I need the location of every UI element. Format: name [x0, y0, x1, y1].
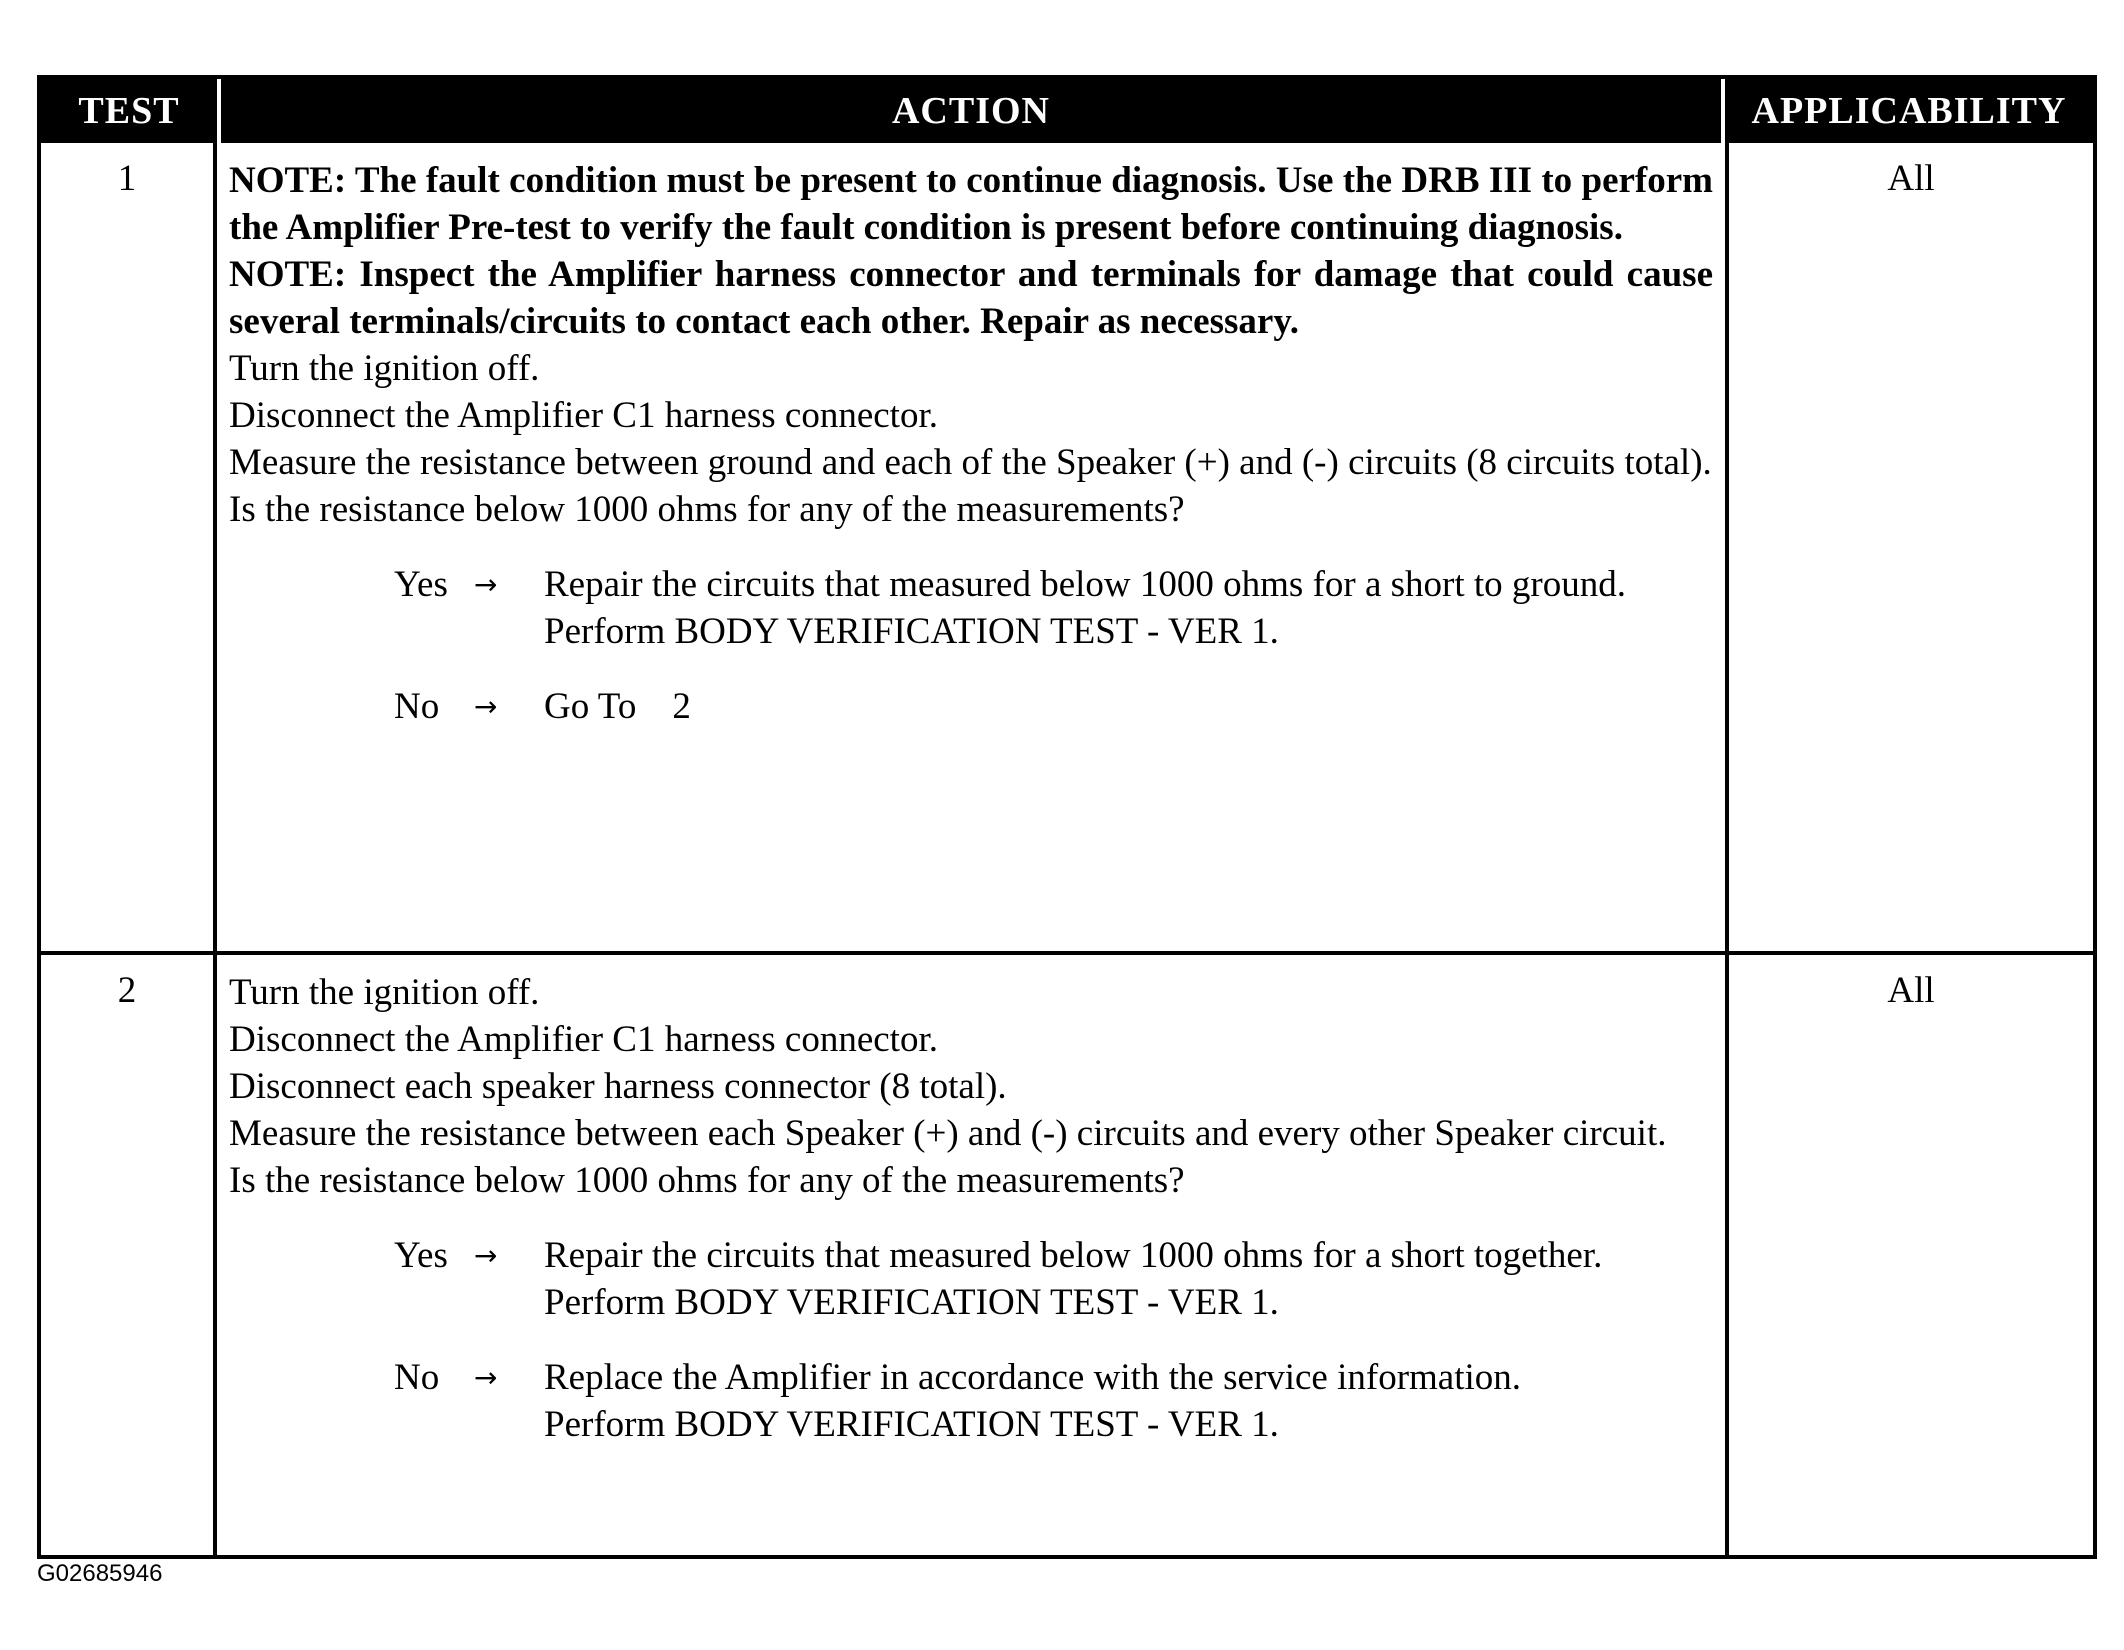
no-action — [544, 1354, 1713, 1448]
action-cell — [217, 143, 1725, 951]
yes-action-text: Repair the circuits that measured below 1000 ohms for a short together. — [544, 1235, 1603, 1276]
yes-action-text: Perform BODY VERIFICATION TEST - VER 1. — [544, 1282, 1279, 1323]
header-action: ACTION — [217, 79, 1725, 143]
step-text: Measure the resistance between ground and each of the Speaker (+) and (-) circuits (8 circuits total). — [229, 442, 1712, 483]
no-branch — [394, 1354, 1713, 1448]
no-action-text: Replace the Amplifier in accordance with the service information. — [544, 1357, 1522, 1398]
question-text: Is the resistance below 1000 ohms for any of the measurements? — [229, 1160, 1185, 1201]
note-text: NOTE: Inspect the Amplifier harness connector and terminals for damage that could cause several terminals/circuits to contact each other. Repair as necessary. — [229, 254, 1713, 342]
yes-action — [544, 561, 1713, 655]
question-text: Is the resistance below 1000 ohms for any of the measurements? — [229, 489, 1185, 530]
no-branch — [394, 683, 1713, 730]
table-row — [41, 143, 2093, 951]
no-label: No — [394, 1357, 440, 1398]
yes-branch — [394, 1232, 1713, 1326]
figure-id: G02685946 — [37, 1560, 163, 1587]
applicability-cell: All — [1725, 143, 2093, 951]
test-number: 2 — [41, 955, 217, 1555]
arrow-icon: → — [474, 690, 498, 723]
yes-label: Yes — [394, 1235, 448, 1276]
step-text: Turn the ignition off. — [229, 348, 540, 389]
step-text: Measure the resistance between each Speaker (+) and (-) circuits and every other Speaker circuit. — [229, 1113, 1667, 1154]
step-text: Turn the ignition off. — [229, 972, 540, 1013]
test-number: 1 — [41, 143, 217, 951]
table-row — [41, 951, 2093, 1555]
yes-action-text: Perform BODY VERIFICATION TEST - VER 1. — [544, 611, 1279, 652]
goto-step-link[interactable]: 2 — [672, 686, 691, 727]
header-test: TEST — [78, 90, 180, 132]
header-applicability: APPLICABILITY — [1751, 90, 2067, 132]
no-label: No — [394, 686, 440, 727]
step-text: Disconnect the Amplifier C1 harness connector. — [229, 1019, 938, 1060]
yes-label: Yes — [394, 564, 448, 605]
arrow-icon: → — [474, 1361, 498, 1394]
arrow-icon: → — [474, 1239, 498, 1272]
note-text: NOTE: The fault condition must be present to continue diagnosis. Use the DRB III to perform the Amplifier Pre-test to verify the fault condition is present before continuing diagnosis. — [229, 160, 1713, 248]
applicability-cell: All — [1725, 955, 2093, 1555]
goto-text: Go To — [544, 686, 637, 727]
no-action — [544, 683, 1713, 730]
action-cell — [217, 955, 1725, 1555]
yes-branch — [394, 561, 1713, 655]
arrow-icon: → — [474, 568, 498, 601]
diagnostic-test-table — [37, 75, 2097, 1559]
table-header — [41, 79, 2093, 143]
step-text: Disconnect each speaker harness connector (8 total). — [229, 1066, 1007, 1107]
step-text: Disconnect the Amplifier C1 harness connector. — [229, 395, 938, 436]
yes-action-text: Repair the circuits that measured below 1000 ohms for a short to ground. — [544, 564, 1626, 605]
no-action-text: Perform BODY VERIFICATION TEST - VER 1. — [544, 1404, 1279, 1445]
yes-action — [544, 1232, 1713, 1326]
